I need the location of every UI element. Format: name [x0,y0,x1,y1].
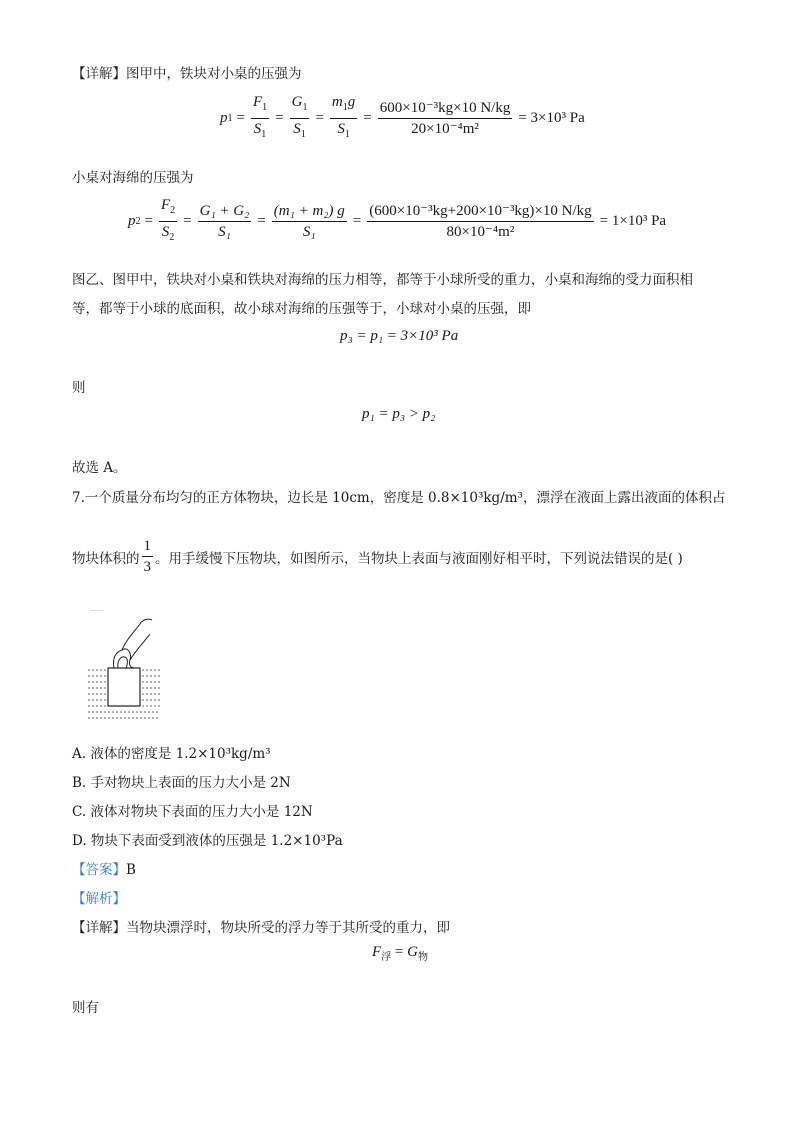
cube-block [108,668,140,706]
fraction: $\frac{F_1}{S_1}$ [252,94,268,140]
p2-intro: 小桌对海绵的压强为 [72,170,194,186]
equation-buoyancy: $F_浮 = G_物$ [372,944,428,963]
detail-paragraph-1 [72,62,302,82]
equation-p3: p₃ = p₁ = 3×10³ Pa [340,328,459,344]
option-c: C. 液体对物块下表面的压力大小是 12N [72,804,313,820]
analysis-tag: 【解析】 [72,891,126,907]
fraction: $\frac{\text{G₁ + G₂}}{\text{S₁}}$ [199,203,250,240]
option-a: A. 液体的密度是 1.2×10³kg/m³ [72,746,271,762]
choose-a: 故选 A。 [72,460,127,476]
equation-comparison: p₁ = p₃ > p₂ [362,406,436,422]
option-b: B. 手对物块上表面的压力大小是 2N [72,775,291,791]
answer-line [72,858,136,878]
fraction: $\frac{\text{(m₁ + m₂) g}}{\text{S₁}}$ [273,203,345,240]
question-7-line2: 物块体积的 $\frac{1}{3}$ 。用手缓慢下压物块，如图所示，当物块上表面与液面刚好相平时，下列说法错误的是( ) [72,538,683,575]
para3-line1: 图乙、图甲中，铁块对小桌和铁块对海绵的压力相等，都等于小球所受的重力，小桌和海绵的受力面积相 [72,272,693,288]
hand-pressing-block-figure [84,610,164,720]
option-d: D. 物块下表面受到液体的压强是 1.2×10³Pa [72,833,343,849]
fraction: $\frac{m_1g}{S_1}$ [331,94,356,140]
fraction: $\frac{G_1}{S_1}$ [291,94,308,140]
equation-p1: p 1 = $\frac{F_1}{S_1}$ = $\frac{G_1}{S_1}$ = $\frac{m_1g}{S_1}$ = $\frac{\text{600×10⁻³kg×10 N/kg}}{\text{20×10⁻⁴m²}}$ = 3×10³ Pa [220,92,589,145]
hand-arm [122,619,152,650]
detail-tag: 【详解】 [72,66,126,82]
answer-tag: 【答案】 [72,862,126,878]
fraction: $\frac{\text{600×10⁻³kg×10 N/kg}}{\text{20×10⁻⁴m²}}$ [379,100,511,137]
have-label: 则有 [72,1000,99,1016]
then-label: 则 [72,380,86,396]
detail-paragraph-2: 【详解】当物块漂浮时，物块所受的浮力等于其所受的重力，即 [72,920,450,936]
fraction: $\frac{\text{(600×10⁻³kg+200×10⁻³kg)×10 N/kg}}{\text{80×10⁻⁴m²}}$ [369,203,592,240]
one-third-fraction: $\frac{1}{3}$ [143,538,151,575]
p1-intro: 图甲中，铁块对小桌的压强为 [126,66,302,82]
answer-value: B [126,862,136,878]
equation-p2: p 2 = $\frac{F_2}{S_2}$ = $\frac{\text{G₁ + G₂}}{\text{S₁}}$ = $\frac{\text{(m₁ + m₂) g}}{\text{S₁}}$ = $\frac{\text{(600×10⁻³kg+200×10⁻³kg)×10 N/kg}}{\text{80×10⁻⁴m²}}$ = 1×10³ Pa [128,195,670,248]
fraction: $\frac{F_2}{S_2}$ [160,197,176,243]
detail-tag: 【详解】 [72,920,126,936]
question-7-line1: 7.一个质量分布均匀的正方体物块，边长是 10cm，密度是 0.8×10³kg/m³，漂浮在液面上露出液面的体积占 [72,490,726,506]
para3-line2: 等，都等于小球的底面积，故小球对海绵的压强等于，小球对小桌的压强，即 [72,301,531,317]
